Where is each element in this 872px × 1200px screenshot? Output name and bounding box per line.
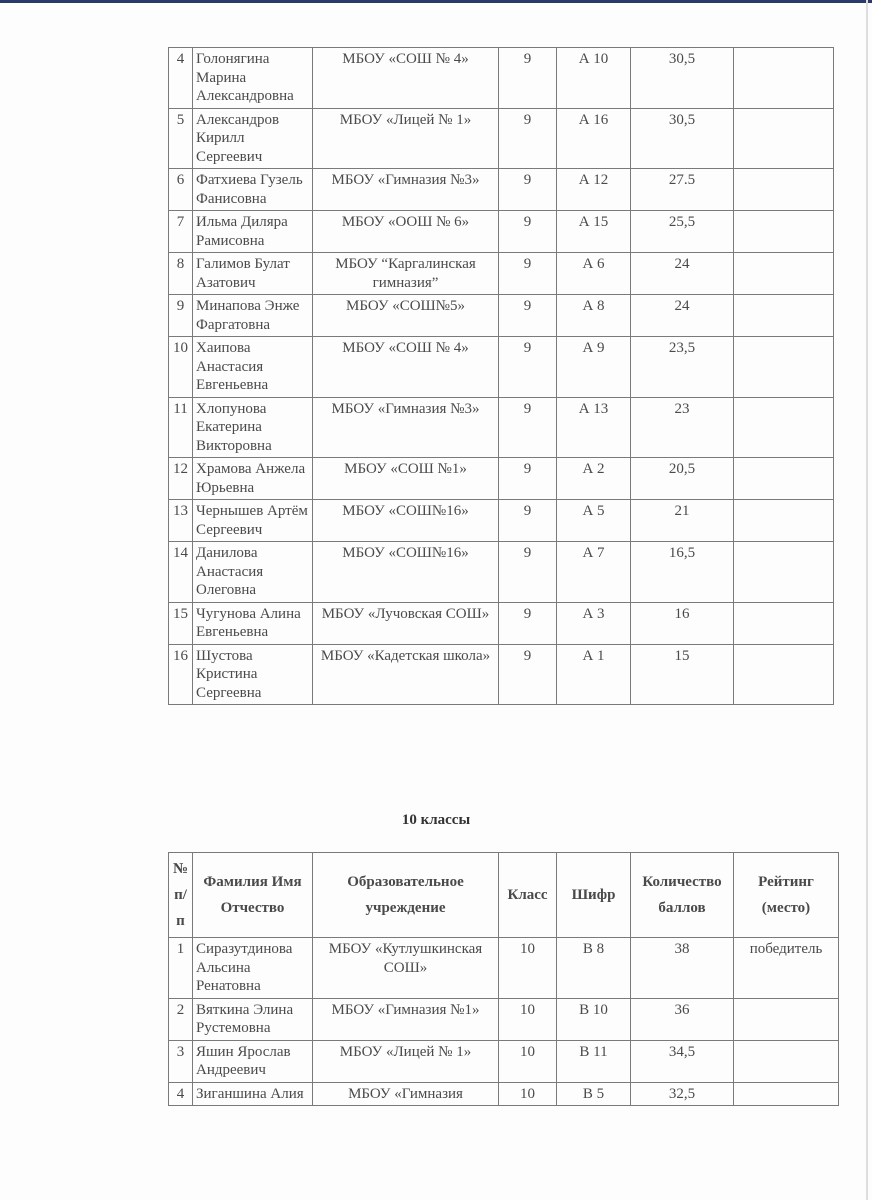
class-cell: 9 bbox=[499, 397, 557, 458]
table-row bbox=[169, 1082, 839, 1106]
table-row bbox=[169, 542, 834, 603]
header-rating: Рейтинг (место) bbox=[734, 853, 839, 938]
score-cell: 32,5 bbox=[631, 1082, 734, 1106]
code-cell: В 11 bbox=[557, 1040, 631, 1082]
name-cell: Храмова Анжела Юрьевна bbox=[193, 458, 313, 500]
name-cell: Галимов Булат Азатович bbox=[193, 253, 313, 295]
school-cell: МБОУ «СОШ № 4» bbox=[313, 48, 499, 109]
school-cell: МБОУ «СОШ№16» bbox=[313, 542, 499, 603]
table-row bbox=[169, 295, 834, 337]
school-cell: МБОУ «Кадетская школа» bbox=[313, 644, 499, 705]
table-row bbox=[169, 998, 839, 1040]
score-cell: 21 bbox=[631, 500, 734, 542]
section-title: 10 классы bbox=[401, 812, 471, 828]
rating-cell bbox=[734, 337, 834, 398]
number-cell: 15 bbox=[169, 602, 193, 644]
name-cell: Хаипова Анастасия Евгеньевна bbox=[193, 337, 313, 398]
name-cell: Фатхиева Гузель Фанисовна bbox=[193, 169, 313, 211]
code-cell: А 6 bbox=[557, 253, 631, 295]
score-cell: 24 bbox=[631, 253, 734, 295]
score-cell: 27.5 bbox=[631, 169, 734, 211]
table-row bbox=[169, 108, 834, 169]
header-code: Шифр bbox=[557, 853, 631, 938]
score-cell: 20,5 bbox=[631, 458, 734, 500]
score-cell: 38 bbox=[631, 938, 734, 999]
score-cell: 16,5 bbox=[631, 542, 734, 603]
code-cell: А 10 bbox=[557, 48, 631, 109]
table-row bbox=[169, 602, 834, 644]
score-cell: 15 bbox=[631, 644, 734, 705]
rating-cell: победитель bbox=[734, 938, 839, 999]
code-cell: А 9 bbox=[557, 337, 631, 398]
header-score: Количество баллов bbox=[631, 853, 734, 938]
scan-edge-right bbox=[866, 0, 868, 1200]
number-cell: 13 bbox=[169, 500, 193, 542]
class-cell: 10 bbox=[499, 1040, 557, 1082]
school-cell: МБОУ «Гимназия №3» bbox=[313, 169, 499, 211]
code-cell: А 1 bbox=[557, 644, 631, 705]
rating-cell bbox=[734, 211, 834, 253]
header-class: Класс bbox=[499, 853, 557, 938]
code-cell: А 12 bbox=[557, 169, 631, 211]
score-cell: 23,5 bbox=[631, 337, 734, 398]
number-cell: 3 bbox=[169, 1040, 193, 1082]
class-cell: 9 bbox=[499, 48, 557, 109]
name-cell: Хлопунова Екатерина Викторовна bbox=[193, 397, 313, 458]
code-cell: В 8 bbox=[557, 938, 631, 999]
name-cell: Шустова Кристина Сергеевна bbox=[193, 644, 313, 705]
header-number: № п/п bbox=[169, 853, 193, 938]
scan-edge bbox=[0, 0, 872, 3]
rating-cell bbox=[734, 1040, 839, 1082]
school-cell: МБОУ «Лицей № 1» bbox=[313, 1040, 499, 1082]
rating-cell bbox=[734, 602, 834, 644]
table-row bbox=[169, 500, 834, 542]
code-cell: А 13 bbox=[557, 397, 631, 458]
school-cell: МБОУ «Гимназия bbox=[313, 1082, 499, 1106]
school-cell: МБОУ «Лучовская СОШ» bbox=[313, 602, 499, 644]
rating-cell bbox=[734, 295, 834, 337]
name-cell: Чернышев Артём Сергеевич bbox=[193, 500, 313, 542]
class-cell: 9 bbox=[499, 337, 557, 398]
score-cell: 25,5 bbox=[631, 211, 734, 253]
name-cell: Ильма Диляра Рамисовна bbox=[193, 211, 313, 253]
number-cell: 5 bbox=[169, 108, 193, 169]
rating-cell bbox=[734, 644, 834, 705]
number-cell: 14 bbox=[169, 542, 193, 603]
name-cell: Вяткина Элина Рустемовна bbox=[193, 998, 313, 1040]
rating-cell bbox=[734, 998, 839, 1040]
code-cell: А 8 bbox=[557, 295, 631, 337]
number-cell: 1 bbox=[169, 938, 193, 999]
number-cell: 12 bbox=[169, 458, 193, 500]
rating-cell bbox=[734, 169, 834, 211]
rating-cell bbox=[734, 253, 834, 295]
rating-cell bbox=[734, 48, 834, 109]
class-cell: 9 bbox=[499, 602, 557, 644]
number-cell: 9 bbox=[169, 295, 193, 337]
score-cell: 30,5 bbox=[631, 48, 734, 109]
rating-cell bbox=[734, 458, 834, 500]
school-cell: МБОУ «ООШ № 6» bbox=[313, 211, 499, 253]
score-cell: 30,5 bbox=[631, 108, 734, 169]
code-cell: В 10 bbox=[557, 998, 631, 1040]
number-cell: 16 bbox=[169, 644, 193, 705]
class-cell: 9 bbox=[499, 169, 557, 211]
code-cell: А 2 bbox=[557, 458, 631, 500]
code-cell: А 3 bbox=[557, 602, 631, 644]
class-cell: 9 bbox=[499, 458, 557, 500]
school-cell: МБОУ «Гимназия №3» bbox=[313, 397, 499, 458]
table-row bbox=[169, 169, 834, 211]
name-cell: Голонягина Марина Александровна bbox=[193, 48, 313, 109]
rating-cell bbox=[734, 108, 834, 169]
table-row bbox=[169, 644, 834, 705]
school-cell: МБОУ «СОШ № 4» bbox=[313, 337, 499, 398]
number-cell: 8 bbox=[169, 253, 193, 295]
class-cell: 10 bbox=[499, 1082, 557, 1106]
table-row bbox=[169, 1040, 839, 1082]
score-cell: 36 bbox=[631, 998, 734, 1040]
header-school: Образовательное учреждение bbox=[313, 853, 499, 938]
school-cell: МБОУ «Лицей № 1» bbox=[313, 108, 499, 169]
table-row bbox=[169, 211, 834, 253]
class-cell: 9 bbox=[499, 253, 557, 295]
code-cell: А 16 bbox=[557, 108, 631, 169]
code-cell: А 15 bbox=[557, 211, 631, 253]
class-cell: 9 bbox=[499, 211, 557, 253]
class-cell: 9 bbox=[499, 108, 557, 169]
number-cell: 2 bbox=[169, 998, 193, 1040]
grade-10-results-table bbox=[168, 852, 839, 1106]
school-cell: МБОУ «СОШ№5» bbox=[313, 295, 499, 337]
score-cell: 23 bbox=[631, 397, 734, 458]
number-cell: 7 bbox=[169, 211, 193, 253]
table-row bbox=[169, 337, 834, 398]
number-cell: 4 bbox=[169, 48, 193, 109]
rating-cell bbox=[734, 1082, 839, 1106]
class-cell: 9 bbox=[499, 542, 557, 603]
number-cell: 11 bbox=[169, 397, 193, 458]
table-row bbox=[169, 938, 839, 999]
rating-cell bbox=[734, 500, 834, 542]
header-name: Фамилия Имя Отчество bbox=[193, 853, 313, 938]
number-cell: 6 bbox=[169, 169, 193, 211]
score-cell: 16 bbox=[631, 602, 734, 644]
number-cell: 10 bbox=[169, 337, 193, 398]
rating-cell bbox=[734, 397, 834, 458]
name-cell: Александров Кирилл Сергеевич bbox=[193, 108, 313, 169]
name-cell: Данилова Анастасия Олеговна bbox=[193, 542, 313, 603]
table-row bbox=[169, 253, 834, 295]
name-cell: Сиразутдинова Альсина Ренатовна bbox=[193, 938, 313, 999]
code-cell: А 5 bbox=[557, 500, 631, 542]
class-cell: 10 bbox=[499, 998, 557, 1040]
class-cell: 10 bbox=[499, 938, 557, 999]
table-row bbox=[169, 397, 834, 458]
school-cell: МБОУ “Каргалинская гимназия” bbox=[313, 253, 499, 295]
name-cell: Зиганшина Алия bbox=[193, 1082, 313, 1106]
class-cell: 9 bbox=[499, 295, 557, 337]
rating-cell bbox=[734, 542, 834, 603]
code-cell: А 7 bbox=[557, 542, 631, 603]
school-cell: МБОУ «СОШ№16» bbox=[313, 500, 499, 542]
score-cell: 24 bbox=[631, 295, 734, 337]
name-cell: Яшин Ярослав Андреевич bbox=[193, 1040, 313, 1082]
school-cell: МБОУ «Гимназия №1» bbox=[313, 998, 499, 1040]
class-cell: 9 bbox=[499, 500, 557, 542]
grade-9-results-table bbox=[168, 47, 834, 705]
code-cell: В 5 bbox=[557, 1082, 631, 1106]
school-cell: МБОУ «СОШ №1» bbox=[313, 458, 499, 500]
name-cell: Чугунова Алина Евгеньевна bbox=[193, 602, 313, 644]
class-cell: 9 bbox=[499, 644, 557, 705]
table-row bbox=[169, 458, 834, 500]
number-cell: 4 bbox=[169, 1082, 193, 1106]
table-header-row bbox=[169, 853, 839, 938]
school-cell: МБОУ «Кутлушкинская СОШ» bbox=[313, 938, 499, 999]
table-row bbox=[169, 48, 834, 109]
name-cell: Минапова Энже Фаргатовна bbox=[193, 295, 313, 337]
score-cell: 34,5 bbox=[631, 1040, 734, 1082]
